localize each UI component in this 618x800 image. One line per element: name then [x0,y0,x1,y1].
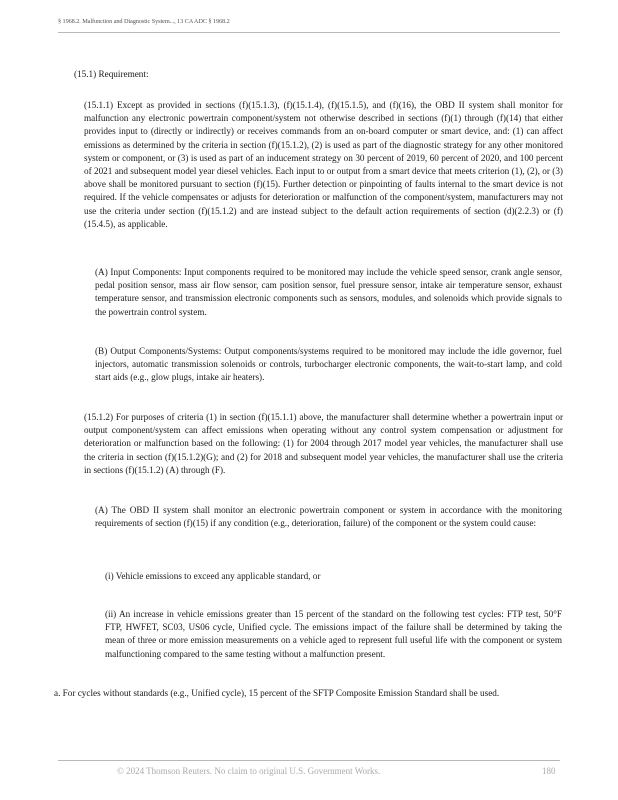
paragraph-15-1-2: (15.1.2) For purposes of criteria (1) in section (f)(15.1.1) above, the manufacturer shall determine whether a powertrain input or output component/system can affect emissions when operating without any control system compensation or adjustment for deterioration or malfunction based on the following: (1) for 2004 through 2017 model year vehicles, the manufacturer shall use the criteria in section (f)(15.1.2)(G); and (2) for 2018 and subsequent model year vehicles, the manufacturer shall use the criteria in sections (f)(15.1.2) (A) through (F). [84,412,563,475]
page-number: 180 [542,766,556,776]
paragraph-clause-i: (i) Vehicle emissions to exceed any applicable standard, or [105,571,321,581]
paragraph-input-components: (A) Input Components: Input components required to be monitored may include the vehicle speed sensor, crank angle sensor, pedal position sensor, mass air flow sensor, cam position sensor, fuel pressure sensor, intake air temperature sensor, exhaust temperature sensor, and transmission electronic components such as sensors, modules, and solenoids which provide signals to the powertrain control system. [95,267,562,317]
paragraph-15-1-1: (15.1.1) Except as provided in sections (f)(15.1.3), (f)(15.1.4), (f)(15.1.5), and (f)(16), the OBD II system shall monitor for malfunction any electronic powertrain component/system not otherwise described in sections (f)(1) through (f)(14) that either provides input to (directly or indirectly) or receives commands from an on-board computer or smart device, and: (1) can affect emissions as determined by the criteria in section (f)(15.1.2), (2) is used as part of the diagnostic strategy for any other monitored system or component, or (3) is used as part of an inducement strategy on 30 percent of 2019, 60 percent of 2020, and 100 percent of 2021 and subsequent model year diesel vehicles. Each input to or output from a smart device that meets criterion (1), (2), or (3) above shall be monitored pursuant to section (f)(15). Further detection or pinpointing of faults internal to the smart device is not required. If the vehicle compensates or adjusts for deterioration or malfunction of the component/system, manufacturers may not use the criteria under section (f)(15.1.2) and are instead subject to the default action requirements of section (d)(2.2.3) or (f)(15.4.5), as applicable. [84,100,563,229]
paragraph-note-a: a. For cycles without standards (e.g., Unified cycle), 15 percent of the SFTP Composite Emission Standard shall be used. [54,688,500,698]
header-divider [58,32,560,33]
paragraph-output-components: (B) Output Components/Systems: Output components/systems required to be monitored may include the idle governor, fuel injectors, automatic transmission solenoids or controls, turbocharger electronic components, the wait-to-start lamp, and cold start aids (e.g., glow plugs, intake air heaters). [95,346,562,383]
running-header: § 1968.2. Malfunction and Diagnostic System..., 13 CA ADC § 1968.2 [58,18,230,25]
paragraph-clause-ii: (ii) An increase in vehicle emissions greater than 15 percent of the standard on the following test cycles: FTP test, 50°F FTP, HWFET, SC03, US06 cycle, Unified cycle. The emissions impact of the failure shall be determined by taking the mean of three or more emission measurements on a vehicle aged to represent full useful life with the component or system malfunctioning compared to the same testing without a malfunction present. [105,609,562,659]
paragraph-obd-monitor: (A) The OBD II system shall monitor an electronic powertrain component or system in accordance with the monitoring requirements of section (f)(15) if any condition (e.g., deterioration, failure) of the component or the system could cause: [95,505,562,529]
footer-copyright: © 2024 Thomson Reuters. No claim to original U.S. Government Works. [117,766,381,776]
section-heading: (15.1) Requirement: [74,69,149,79]
footer-divider [58,760,560,761]
